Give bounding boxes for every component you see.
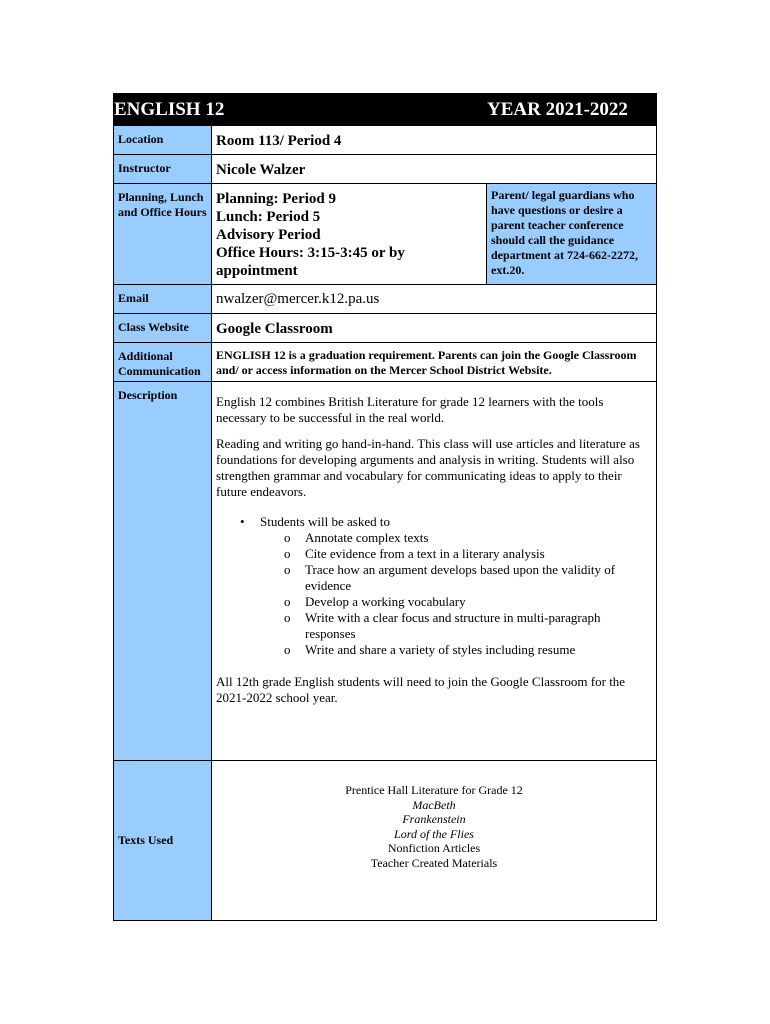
description-label: Description bbox=[114, 382, 212, 761]
text-item: Nonfiction Articles bbox=[387, 841, 481, 855]
location-value: Room 113/ Period 4 bbox=[212, 126, 657, 155]
guardian-note: Parent/ legal guardians who have questions or desire a parent teacher conference should call the guidance department at 724-662-2272, ext.20. bbox=[487, 184, 657, 285]
planning-period: Planning: Period 9 bbox=[216, 191, 337, 207]
texts-row bbox=[114, 761, 657, 921]
website-row bbox=[114, 314, 657, 343]
list-item: o Trace how an argument develops based upon the validity of evidence bbox=[305, 562, 652, 594]
description-paragraph-1: English 12 combines British Literature for grade 12 learners with the tools necessary to be successful in the real world. bbox=[216, 394, 604, 425]
lunch-period: Lunch: Period 5 bbox=[216, 209, 321, 225]
syllabus-table bbox=[113, 93, 657, 921]
location-label: Location bbox=[114, 126, 212, 155]
text-item: Lord of the Flies bbox=[394, 826, 474, 841]
header-row bbox=[114, 94, 657, 126]
planning-row bbox=[114, 184, 657, 285]
website-label: Class Website bbox=[114, 314, 212, 343]
text-item: Prentice Hall Literature for Grade 12 bbox=[345, 783, 523, 797]
website-value[interactable]: Google Classroom bbox=[212, 314, 657, 343]
advisory-period: Advisory Period bbox=[216, 227, 321, 243]
planning-details bbox=[212, 184, 487, 285]
additional-row bbox=[114, 343, 657, 382]
text-item: Teacher Created Materials bbox=[370, 855, 498, 870]
list-item: o Write and share a variety of styles including resume bbox=[305, 642, 652, 658]
description-body bbox=[212, 382, 657, 761]
email-row bbox=[114, 285, 657, 314]
skills-list bbox=[216, 514, 652, 658]
office-hours: Office Hours: 3:15-3:45 or by appointment bbox=[216, 245, 405, 279]
list-item: o Annotate complex texts bbox=[305, 530, 652, 546]
location-row bbox=[114, 126, 657, 155]
text-item: MacBeth bbox=[412, 797, 456, 812]
description-row bbox=[114, 382, 657, 761]
bullet-text: Students will be asked to bbox=[260, 514, 390, 529]
additional-value: ENGLISH 12 is a graduation requirement. Parents can join the Google Classroom and/ or access information on the Mercer School District Website. bbox=[212, 343, 657, 382]
texts-label: Texts Used bbox=[114, 761, 212, 921]
skills-sublist bbox=[260, 530, 652, 658]
email-label: Email bbox=[114, 285, 212, 314]
additional-label: Additional Communication bbox=[114, 343, 212, 382]
course-title: ENGLISH 12 bbox=[114, 94, 487, 126]
texts-list bbox=[212, 761, 657, 921]
email-value[interactable]: nwalzer@mercer.k12.pa.us bbox=[212, 285, 657, 314]
description-paragraph-2: Reading and writing go hand-in-hand. This class will use articles and literature as foundations for developing arguments and analysis in writing. Students will also strengthen grammar and vocabulary for communicating ideas to apply to their future endeavors. bbox=[216, 436, 640, 499]
school-year: YEAR 2021-2022 bbox=[487, 94, 657, 126]
instructor-row bbox=[114, 155, 657, 184]
list-item: o Cite evidence from a text in a literary analysis bbox=[305, 546, 652, 562]
instructor-label: Instructor bbox=[114, 155, 212, 184]
description-paragraph-3: All 12th grade English students will need to join the Google Classroom for the 2021-2022 school year. bbox=[216, 674, 626, 705]
list-item bbox=[260, 514, 652, 658]
list-item: o Write with a clear focus and structure in multi-paragraph responses bbox=[305, 610, 652, 642]
text-item: Frankenstein bbox=[402, 812, 466, 826]
instructor-value: Nicole Walzer bbox=[212, 155, 657, 184]
planning-label: Planning, Lunch and Office Hours bbox=[114, 184, 212, 285]
list-item: o Develop a working vocabulary bbox=[305, 594, 652, 610]
